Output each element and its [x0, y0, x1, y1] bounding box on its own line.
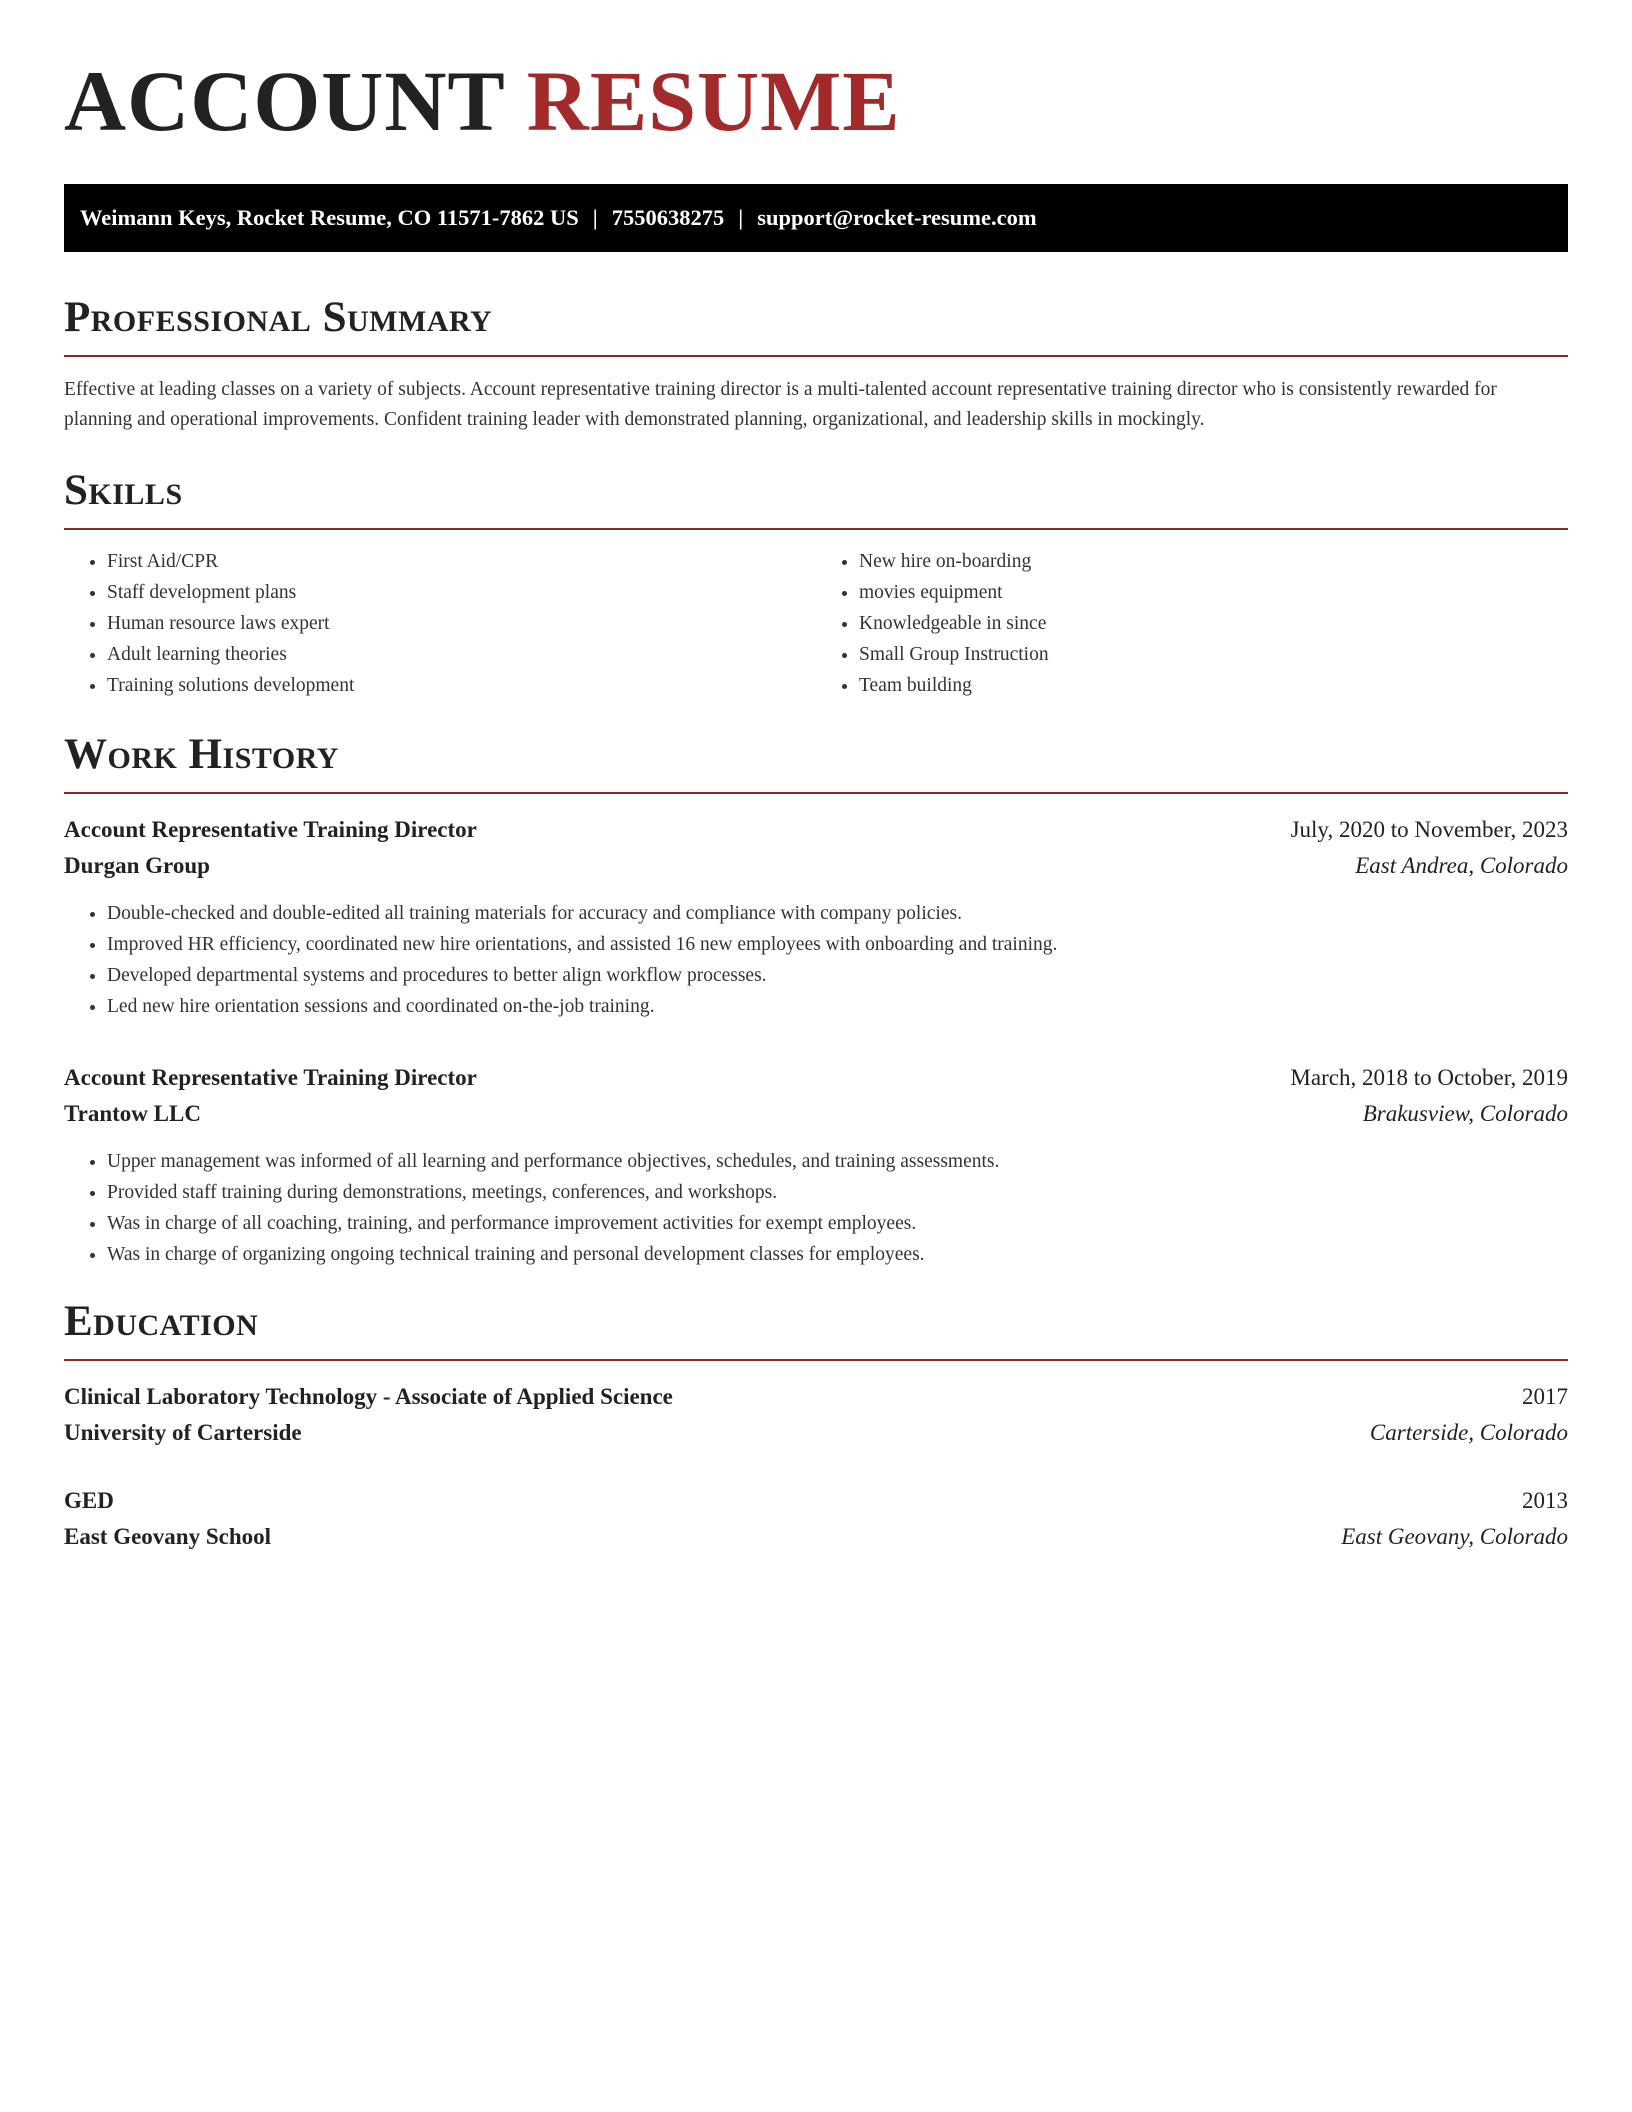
education-entry: [64, 1379, 1568, 1451]
job-dates: July, 2020 to November, 2023: [1290, 817, 1568, 842]
skill-item: • First Aid/CPR: [107, 546, 816, 577]
contact-separator: |: [592, 205, 598, 230]
skill-item: • Small Group Instruction: [859, 639, 1568, 670]
job-bullet: • Upper management was informed of all learning and performance objectives, schedules, and training assessments.: [107, 1146, 1568, 1177]
job-company: Durgan Group: [64, 853, 210, 878]
job-bullet: • Provided staff training during demonstrations, meetings, conferences, and workshops.: [107, 1177, 1568, 1208]
skill-item: • Team building: [859, 670, 1568, 701]
education-year: 2013: [1522, 1488, 1568, 1513]
skills-list-left: [64, 546, 816, 701]
summary-section: [64, 296, 1568, 435]
education-location: East Geovany, Colorado: [1341, 1524, 1568, 1549]
job-title: Account Representative Training Director: [64, 1065, 477, 1090]
job-bullets: [64, 1146, 1568, 1270]
job-bullet: • Led new hire orientation sessions and coordinated on-the-job training.: [107, 991, 1568, 1022]
contact-phone: 7550638275: [611, 205, 725, 230]
skill-item: • Adult learning theories: [107, 639, 816, 670]
education-entry: [64, 1483, 1568, 1555]
education-degree: Clinical Laboratory Technology - Associate of Applied Science: [64, 1384, 673, 1409]
title-word-resume: RESUME: [526, 53, 901, 149]
education-section: [64, 1300, 1568, 1555]
job-bullet: • Was in charge of all coaching, training, and performance improvement activities for exempt employees.: [107, 1208, 1568, 1239]
job-bullet: • Double-checked and double-edited all training materials for accuracy and compliance with company policies.: [107, 898, 1568, 929]
contact-email: support@rocket-resume.com: [757, 205, 1037, 230]
title-word-account: ACCOUNT: [64, 53, 505, 149]
contact-address: Weimann Keys, Rocket Resume, CO 11571-7862 US: [80, 205, 579, 230]
contact-bar: [64, 184, 1568, 252]
job-dates: March, 2018 to October, 2019: [1290, 1065, 1568, 1090]
skill-item: • Knowledgeable in since: [859, 608, 1568, 639]
skills-grid: [64, 546, 1568, 701]
work-history-section: [64, 733, 1568, 1270]
resume-title: [64, 52, 1568, 149]
education-school: East Geovany School: [64, 1524, 272, 1549]
skills-heading: Skills: [64, 469, 1568, 530]
work-history-heading: Work History: [64, 733, 1568, 794]
job-bullets: [64, 898, 1568, 1022]
job-location: East Andrea, Colorado: [1355, 853, 1568, 878]
contact-separator: |: [738, 205, 744, 230]
job-title: Account Representative Training Director: [64, 817, 477, 842]
job-bullet: • Was in charge of organizing ongoing technical training and personal development classes for employees.: [107, 1239, 1568, 1270]
skill-item: • Staff development plans: [107, 577, 816, 608]
summary-heading: Professional Summary: [64, 296, 1568, 357]
job-bullet: • Improved HR efficiency, coordinated new hire orientations, and assisted 16 new employees with onboarding and training.: [107, 929, 1568, 960]
job-company: Trantow LLC: [64, 1101, 201, 1126]
education-heading: Education: [64, 1300, 1568, 1361]
skills-section: [64, 469, 1568, 701]
summary-text: Effective at leading classes on a variety of subjects. Account representative training director is a multi-talented account representative training director who is consistently rewarded for planning and operational improvements. Confident training leader with demonstrated planning, organizational, and leadership skills in mockingly.: [64, 379, 1497, 430]
education-degree: GED: [64, 1488, 114, 1513]
skill-item: • movies equipment: [859, 577, 1568, 608]
skill-item: • Training solutions development: [107, 670, 816, 701]
job-location: Brakusview, Colorado: [1362, 1101, 1568, 1126]
education-school: University of Carterside: [64, 1420, 302, 1445]
job-bullet: • Developed departmental systems and procedures to better align workflow processes.: [107, 960, 1568, 991]
education-location: Carterside, Colorado: [1369, 1420, 1568, 1445]
skills-list-right: [816, 546, 1568, 701]
job-entry: [64, 1060, 1568, 1270]
skill-item: • Human resource laws expert: [107, 608, 816, 639]
skill-item: • New hire on-boarding: [859, 546, 1568, 577]
education-year: 2017: [1522, 1384, 1568, 1409]
job-entry: [64, 812, 1568, 1022]
